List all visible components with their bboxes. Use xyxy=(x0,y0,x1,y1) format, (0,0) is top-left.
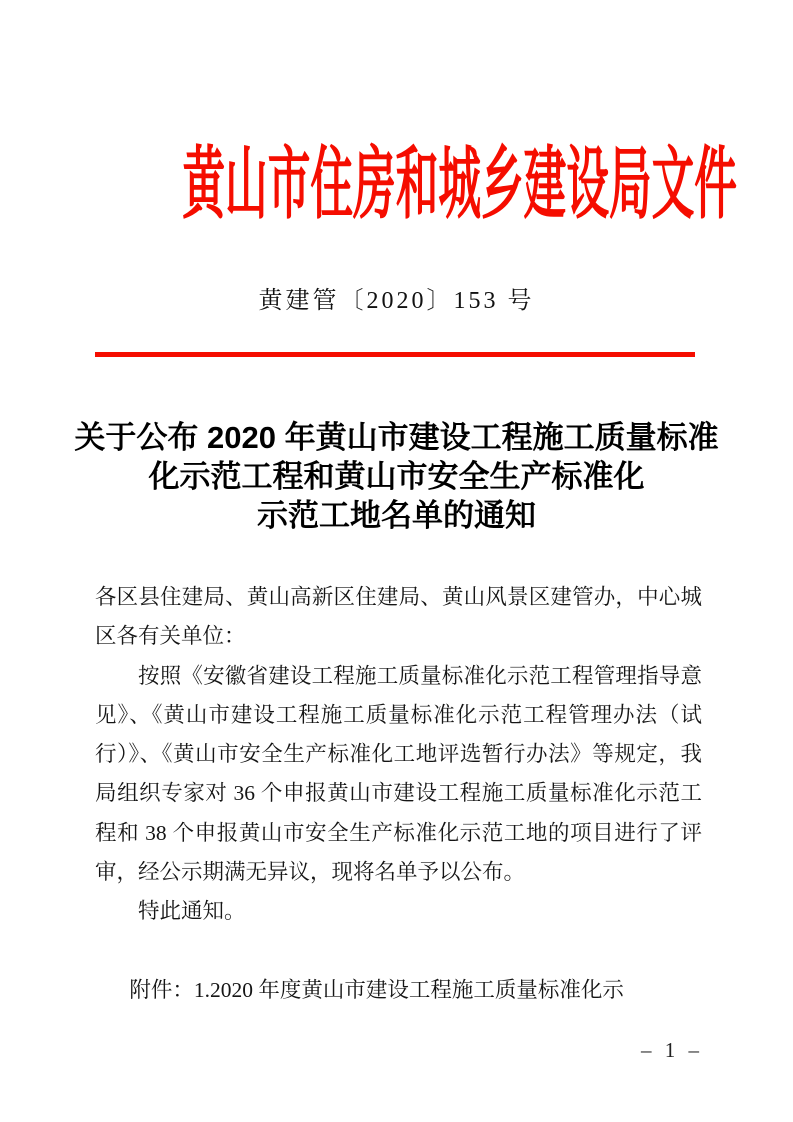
attachment-line: 附件：1.2020 年度黄山市建设工程施工质量标准化示 xyxy=(129,977,624,1002)
notice-title xyxy=(45,418,748,535)
notice-title-line-1: 关于公布 2020 年黄山市建设工程施工质量标准 xyxy=(74,420,719,455)
notice-title-line-3: 示范工地名单的通知 xyxy=(257,498,536,533)
main-paragraph: 按照《安徽省建设工程施工质量标准化示范工程管理指导意见》、《黄山市建设工程施工质量标准化示范工程管理办法（试行）》、《黄山市安全生产标准化工地评选暂行办法》等规定，我局组织专家对 36 个申报黄山市建设工程施工质量标准化示范工程和 38 个申报黄山市安全生产标准化示范工地的项目进行了评审，经公示期满无异议，现将名单予以公布。 xyxy=(95,663,702,885)
notice-body xyxy=(95,578,702,1010)
closing-paragraph: 特此通知。 xyxy=(138,899,246,924)
red-divider-line xyxy=(95,352,695,357)
notice-title-line-2: 化示范工程和黄山市安全生产标准化 xyxy=(148,459,645,494)
salutation-paragraph: 各区县住建局、黄山高新区住建局、黄山风景区建管办，中心城区各有关单位： xyxy=(95,585,702,649)
agency-masthead-title: 黄山市住房和城乡建设局文件 xyxy=(182,142,737,229)
document-reference-number: 黄建管〔2020〕153 号 xyxy=(258,288,535,314)
page-number: – 1 – xyxy=(641,1038,703,1062)
